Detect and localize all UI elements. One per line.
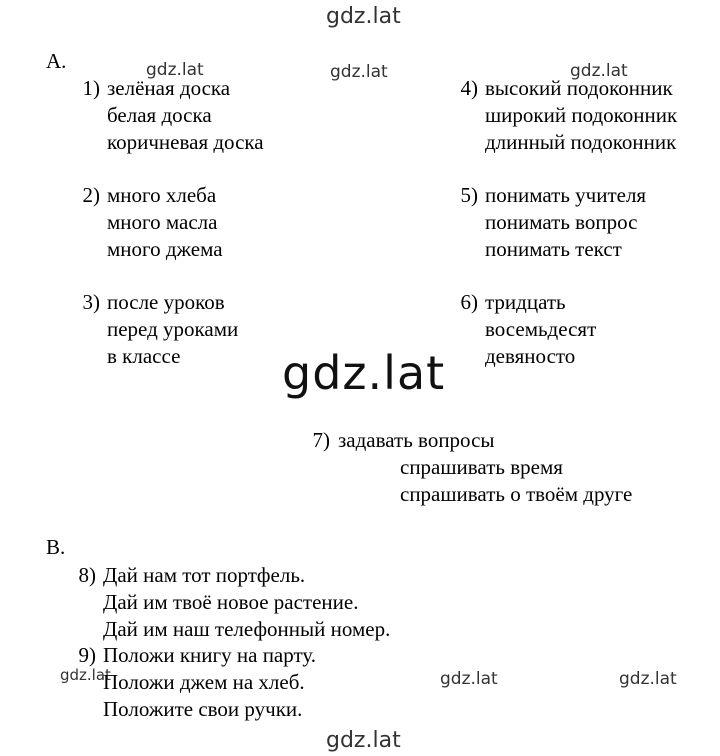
watermark-bottom: gdz.lat: [326, 728, 401, 753]
item-line: понимать учителя: [485, 183, 647, 207]
item-line: задавать вопросы: [338, 428, 495, 452]
item-line: зелёная доска: [107, 76, 231, 100]
item-line: Дай им твоё новое растение.: [103, 590, 359, 614]
item-line: Дай нам тот портфель.: [103, 563, 306, 587]
item-line: после уроков: [107, 290, 225, 314]
item-line: перед уроками: [107, 317, 239, 341]
item-line: много масла: [107, 210, 218, 234]
item-line: понимать вопрос: [485, 210, 638, 234]
item-line: Положите свои ручки.: [103, 697, 303, 721]
item-line: много хлеба: [107, 183, 217, 207]
item-number: 6): [460, 290, 478, 314]
item-line: Положи джем на хлеб.: [103, 670, 305, 694]
item-number: 5): [460, 183, 478, 207]
section-a-label: A.: [46, 49, 67, 73]
item-line: спрашивать о твоём друге: [400, 482, 633, 506]
item-number: 3): [82, 290, 100, 314]
item-line: белая доска: [107, 103, 212, 127]
watermark-a2: gdz.lat: [330, 62, 388, 82]
watermark-a1: gdz.lat: [146, 60, 204, 80]
item-number: 7): [312, 428, 330, 452]
item-line: тридцать: [485, 290, 566, 314]
section-b-label: B.: [46, 535, 66, 559]
item-line: понимать текст: [485, 237, 622, 261]
item-line: Дай им наш телефонный номер.: [103, 617, 391, 641]
item-line: высокий подоконник: [485, 76, 673, 100]
item-line: длинный подоконник: [485, 130, 677, 154]
item-number: 1): [82, 76, 100, 100]
watermark-a3: gdz.lat: [570, 61, 628, 81]
item-line: восемьдесят: [485, 317, 597, 341]
item-line: в классе: [107, 344, 181, 368]
item-line: коричневая доска: [107, 130, 264, 154]
watermark-center: gdz.lat: [282, 346, 446, 400]
watermark-b1: gdz.lat: [60, 666, 111, 684]
item-line: широкий подоконник: [485, 103, 678, 127]
item-number: 4): [460, 76, 478, 100]
item-line: девяносто: [485, 344, 576, 368]
item-line: Положи книгу на парту.: [103, 643, 317, 667]
watermark-top: gdz.lat: [326, 4, 401, 29]
watermark-b2: gdz.lat: [440, 669, 498, 689]
item-number: 9): [78, 643, 96, 667]
watermark-b3: gdz.lat: [619, 669, 677, 689]
item-number: 8): [78, 563, 96, 587]
item-number: 2): [82, 183, 100, 207]
item-line: много джема: [107, 237, 223, 261]
item-line: спрашивать время: [400, 455, 563, 479]
